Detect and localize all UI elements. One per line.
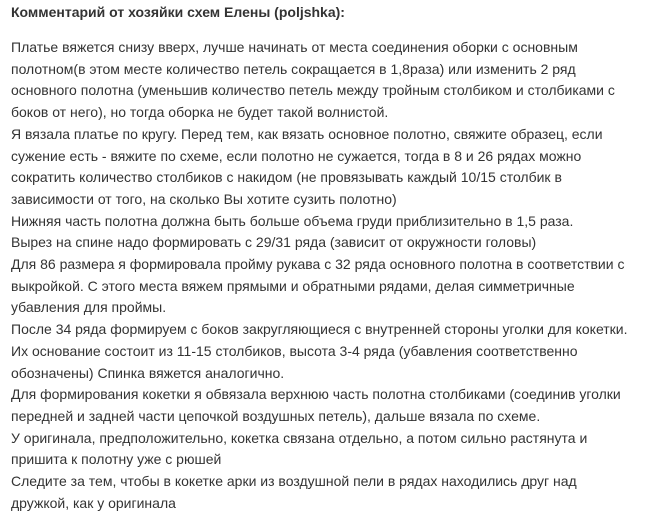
text-line: полотном(в этом месте количество петель сокращается в 1,8раза) или изменить 2 ряд: [11, 60, 576, 77]
text-line: сократить количество столбиков с накидом (не провязывать каждый 10/15 столбик в: [11, 169, 562, 186]
text-line: Я вязала платье по кругу. Перед тем, как вязать основное полотно, свяжите образец, если: [11, 125, 603, 142]
text-line: основного полотна (уменьшив количество петель между тройным столбиком и столбиками с: [11, 82, 615, 99]
text-line: Платье вяжется снизу вверх, лучше начинать от места соединения оборки с основным: [11, 39, 578, 55]
text-line: боков от него), но тогда оборка не будет такой волнистой.: [11, 104, 389, 121]
text-line: Следите за тем, чтобы в кокетке арки из воздушной пели в рядах находились друг над: [11, 473, 577, 490]
comment-body: [11, 37, 643, 514]
text-line: Вырез на спине надо формировать с 29/31 ряда (зависит от окружности головы): [11, 234, 537, 251]
text-line: выкройкой. С этого места вяжем прямыми и обратными рядами, делая симметричные: [11, 277, 575, 294]
text-line: Их основание состоит из 11-15 столбиков, высота 3-4 ряда (убавления соответственно: [11, 342, 578, 359]
text-line: пришита к полотну уже с рюшей: [11, 451, 222, 468]
text-line: Нижняя часть полотна должна быть больше объема груди приблизительно в 1,5 раза.: [11, 212, 574, 229]
comment-heading: Комментарий от хозяйки схем Елены (poljshka):: [11, 4, 345, 20]
text-line: обозначены) Спинка вяжется аналогично.: [11, 364, 285, 381]
text-line: После 34 ряда формируем с боков закругляющиеся с внутренней стороны уголки для кокетки.: [11, 321, 628, 338]
text-line: зависимости от того, на сколько Вы хотите сузить полотно): [11, 190, 397, 207]
text-line: Для 86 размера я формировала пройму рукава с 32 ряда основного полотна в соответствии с: [11, 256, 625, 273]
text-line: У оригинала, предположительно, кокетка связана отдельно, а потом сильно растянута и: [11, 429, 588, 446]
text-line: дружкой, как у оригинала: [11, 494, 176, 511]
text-line: передней и задней части цепочкой воздушных петель), дальше вязала по схеме.: [11, 407, 541, 424]
text-line: Для формирования кокетки я обвязала верхнюю часть полотна столбиками (соединив уголки: [11, 386, 621, 403]
text-line: убавления для проймы.: [11, 299, 167, 316]
text-line: сужение есть - вяжите по схеме, если полотно не сужается, тогда в 8 и 26 рядах можно: [11, 147, 582, 164]
